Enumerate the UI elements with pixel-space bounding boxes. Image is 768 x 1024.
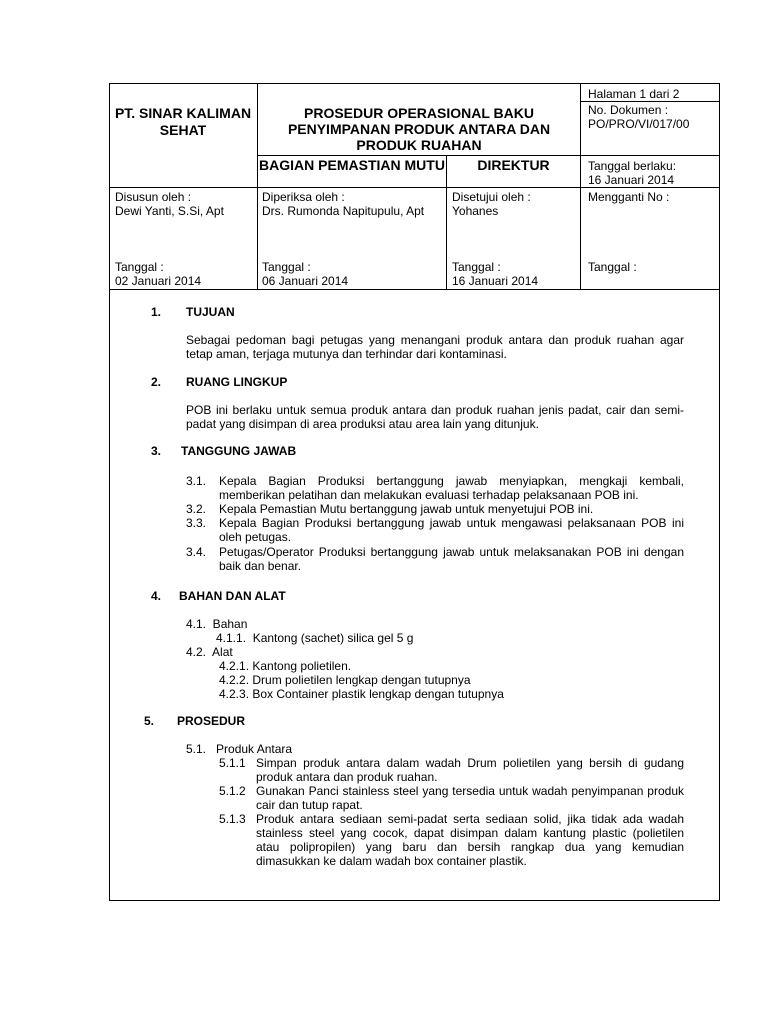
list-item: 4.1.1. Kantong (sachet) silica gel 5 g xyxy=(216,631,414,645)
header-divider xyxy=(109,289,720,290)
list-item-number: 5.1.2 xyxy=(219,784,246,798)
list-item: 4.2.1. Kantong polietilen. xyxy=(219,659,352,673)
section-text: POB ini berlaku untuk semua produk antara dan produk ruahan jenis padat, cair dan semi-padat yang disimpan di area produksi atau area lain yang ditunjuk. xyxy=(186,403,684,431)
prepared-date: 02 Januari 2014 xyxy=(115,274,202,288)
list-item: 4.1. Bahan xyxy=(186,617,248,631)
list-item-text: Kepala Pemastian Mutu bertanggung jawab untuk menyetujui POB ini. xyxy=(219,502,594,516)
header-divider xyxy=(109,187,720,188)
list-item-text: Gunakan Panci stainless steel yang tersedia untuk wadah penyimpanan produk cair dan tutup rapat. xyxy=(256,784,684,812)
section-heading: TANGGUNG JAWAB xyxy=(181,444,297,458)
replaces-date-label: Tanggal : xyxy=(588,260,637,274)
company-name: PT. SINAR KALIMAN SEHAT xyxy=(114,105,252,138)
section-number: 1. xyxy=(151,305,162,319)
doc-number-label: No. Dokumen : xyxy=(588,103,669,117)
section-heading: PROSEDUR xyxy=(177,714,246,728)
checked-date: 06 Januari 2014 xyxy=(262,274,349,288)
header-divider xyxy=(580,101,720,102)
list-item: 4.2.3. Box Container plastik lengkap dengan tutupnya xyxy=(219,687,504,701)
checked-date-label: Tanggal : xyxy=(262,260,311,274)
checked-by: Drs. Rumonda Napitupulu, Apt xyxy=(262,204,425,218)
list-item: 4.2.2. Drum polietilen lengkap dengan tutupnya xyxy=(219,673,471,687)
page-number: Halaman 1 dari 2 xyxy=(588,87,680,101)
list-item-number: 5.1.1 xyxy=(219,756,246,770)
header-divider xyxy=(257,155,720,156)
doc-number: PO/PRO/VI/017/00 xyxy=(588,117,690,131)
effective-date-label: Tanggal berlaku: xyxy=(588,159,677,173)
list-item-number: 3.3. xyxy=(186,516,207,530)
list-item-text: Produk antara sediaan semi-padat serta sediaan solid, jika tidak ada wadah stainless steel yang cocok, dapat disimpan dalam kantung plastic (polietilen atau polipropilen) yang baru dan bersih rangkap dua yang kemudian dimasukkan ke dalam wadah box container plastik. xyxy=(256,812,684,868)
section-heading: RUANG LINGKUP xyxy=(186,375,288,389)
section-number: 5. xyxy=(144,714,155,728)
subsection-heading: 5.1. Produk Antara xyxy=(186,742,293,756)
list-item-text: Kepala Bagian Produksi bertanggung jawab untuk mengawasi pelaksanaan POB ini oleh petugas. xyxy=(219,516,684,544)
department-name: BAGIAN PEMASTIAN MUTU xyxy=(259,157,445,173)
approved-date-label: Tanggal : xyxy=(452,260,501,274)
replaces-label: Mengganti No : xyxy=(588,190,670,204)
list-item-number: 3.4. xyxy=(186,545,207,559)
effective-date: 16 Januari 2014 xyxy=(588,173,675,187)
list-item-number: 3.2. xyxy=(186,502,207,516)
section-text: Sebagai pedoman bagi petugas yang menangani produk antara dan produk ruahan agar tetap aman, terjaga mutunya dan terhindar dari kontaminasi. xyxy=(186,333,684,361)
header-divider xyxy=(446,155,447,289)
section-number: 3. xyxy=(151,444,162,458)
approved-by: Yohanes xyxy=(452,204,499,218)
approved-by-label: Disetujui oleh : xyxy=(452,190,531,204)
list-item-text: Kepala Bagian Produksi bertanggung jawab menyiapkan, mengkaji kembali, memberikan pelatihan dan melakukan evaluasi terhadap pelaksanaan POB ini. xyxy=(219,474,684,502)
section-heading: BAHAN DAN ALAT xyxy=(179,589,286,603)
document-title: PROSEDUR OPERASIONAL BAKU PENYIMPANAN PRODUK ANTARA DAN PRODUK RUAHAN xyxy=(287,105,551,153)
approved-date: 16 Januari 2014 xyxy=(452,274,539,288)
prepared-by: Dewi Yanti, S.Si, Apt xyxy=(115,204,224,218)
list-item-text: Petugas/Operator Produksi bertanggung jawab untuk melaksanakan POB ini dengan baik dan benar. xyxy=(219,545,684,573)
list-item-text: Simpan produk antara dalam wadah Drum polietilen yang bersih di gudang produk antara dan produk ruahan. xyxy=(256,756,684,784)
director-label: DIREKTUR xyxy=(477,157,550,173)
header-divider xyxy=(580,83,581,289)
prepared-date-label: Tanggal : xyxy=(115,260,164,274)
list-item-number: 3.1. xyxy=(186,474,207,488)
list-item: 4.2. Alat xyxy=(186,645,233,659)
section-number: 4. xyxy=(151,589,162,603)
list-item-number: 5.1.3 xyxy=(219,812,246,826)
section-heading: TUJUAN xyxy=(186,305,235,319)
section-number: 2. xyxy=(151,375,162,389)
prepared-by-label: Disusun oleh : xyxy=(115,190,192,204)
checked-by-label: Diperiksa oleh : xyxy=(262,190,345,204)
